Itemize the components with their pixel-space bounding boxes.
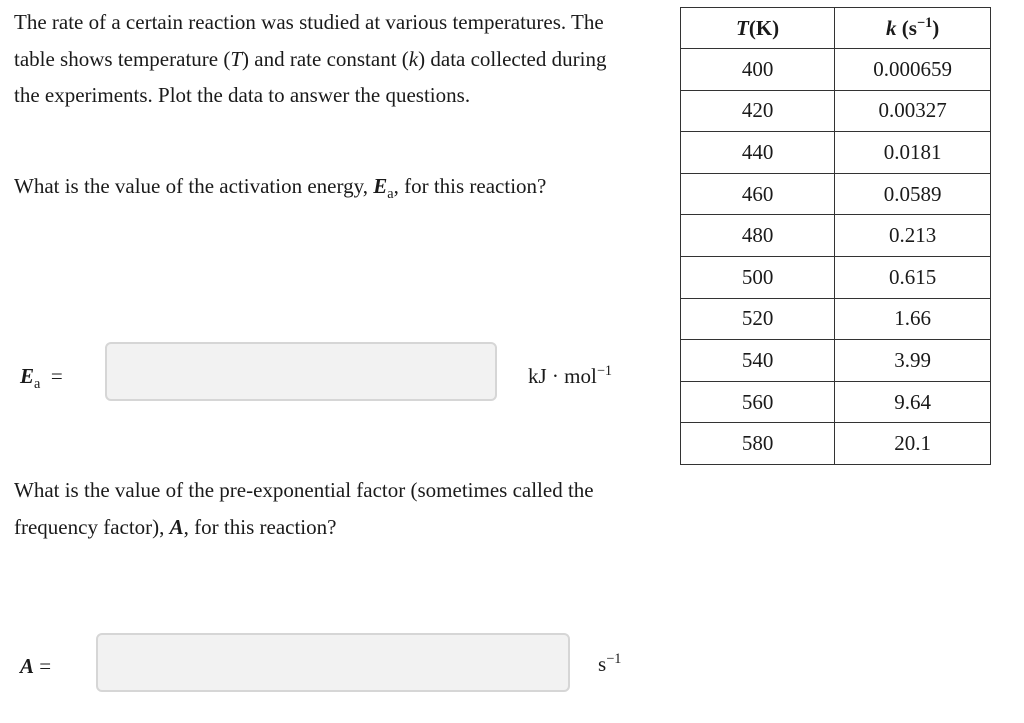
- cell-rate-constant: 9.64: [835, 381, 991, 423]
- cell-temperature: 560: [681, 381, 835, 423]
- cell-temperature: 460: [681, 173, 835, 215]
- table-row: [681, 381, 991, 423]
- cell-rate-constant: 0.0589: [835, 173, 991, 215]
- a-label: [20, 654, 51, 679]
- ea-unit-text: kJ · mol: [528, 364, 597, 388]
- q2-var: A: [169, 514, 184, 539]
- cell-temperature: 400: [681, 49, 835, 91]
- q1-var: E: [373, 174, 388, 198]
- cell-rate-constant: 1.66: [835, 298, 991, 340]
- table-row: [681, 49, 991, 91]
- a-equals: =: [39, 654, 52, 678]
- ea-unit: [528, 364, 612, 389]
- cell-rate-constant: 20.1: [835, 423, 991, 465]
- header-temperature: [681, 8, 835, 49]
- question-pre-exponential: [14, 472, 654, 545]
- header-rate-constant: [835, 8, 991, 49]
- intro-var-t: T: [230, 46, 243, 71]
- header-k-close: ): [932, 15, 940, 40]
- header-t-var: T: [736, 15, 749, 40]
- q1-text-1: What is the value of the activation energy,: [14, 174, 374, 198]
- ea-unit-exp: −1: [596, 363, 613, 379]
- cell-temperature: 540: [681, 340, 835, 382]
- cell-rate-constant: 3.99: [835, 340, 991, 382]
- header-k-unit: (s: [901, 15, 917, 40]
- cell-temperature: 520: [681, 298, 835, 340]
- table-header-row: [681, 8, 991, 49]
- intro-text-3: ) data collected during the experiments. Plot the data to answer the questions.: [14, 46, 607, 107]
- cell-temperature: 500: [681, 256, 835, 298]
- table-row: [681, 256, 991, 298]
- table-row: [681, 90, 991, 132]
- table-row: [681, 132, 991, 174]
- cell-temperature: 580: [681, 423, 835, 465]
- cell-rate-constant: 0.00327: [835, 90, 991, 132]
- ea-label: [20, 364, 63, 393]
- header-k-var: k: [886, 15, 897, 40]
- table-row: [681, 423, 991, 465]
- q1-var-sub: a: [387, 186, 394, 203]
- question-activation-energy: [14, 168, 574, 205]
- a-unit: [598, 652, 621, 677]
- ea-answer-input[interactable]: [105, 342, 497, 401]
- cell-rate-constant: 0.0181: [835, 132, 991, 174]
- cell-rate-constant: 0.615: [835, 256, 991, 298]
- table-row: [681, 215, 991, 257]
- header-k-exp: −1: [916, 14, 933, 31]
- table-row: [681, 173, 991, 215]
- table-row: [681, 340, 991, 382]
- a-answer-input[interactable]: [96, 633, 570, 692]
- q1-text-2: , for this reaction?: [393, 174, 547, 198]
- q2-text-2: , for this reaction?: [183, 514, 337, 539]
- intro-text-2: ) and rate constant (: [242, 46, 409, 71]
- problem-intro: [14, 4, 634, 114]
- ea-equals: =: [50, 364, 63, 388]
- a-label-var: A: [20, 654, 35, 678]
- cell-rate-constant: 0.000659: [835, 49, 991, 91]
- ea-label-sub: a: [34, 376, 41, 393]
- a-unit-exp: −1: [606, 651, 622, 667]
- table-row: [681, 298, 991, 340]
- temperature-rate-table: [680, 7, 991, 465]
- cell-rate-constant: 0.213: [835, 215, 991, 257]
- cell-temperature: 480: [681, 215, 835, 257]
- cell-temperature: 420: [681, 90, 835, 132]
- intro-var-k: k: [408, 46, 419, 71]
- cell-temperature: 440: [681, 132, 835, 174]
- a-unit-text: s: [598, 652, 607, 676]
- header-t-unit: (K): [748, 15, 780, 40]
- q2-text-1: What is the value of the pre-exponential factor (sometimes called the frequency factor),: [14, 478, 594, 539]
- ea-label-var: E: [20, 364, 35, 388]
- intro-text-1: The rate of a certain reaction was studied at various temperatures. The table shows temperature (: [14, 10, 604, 71]
